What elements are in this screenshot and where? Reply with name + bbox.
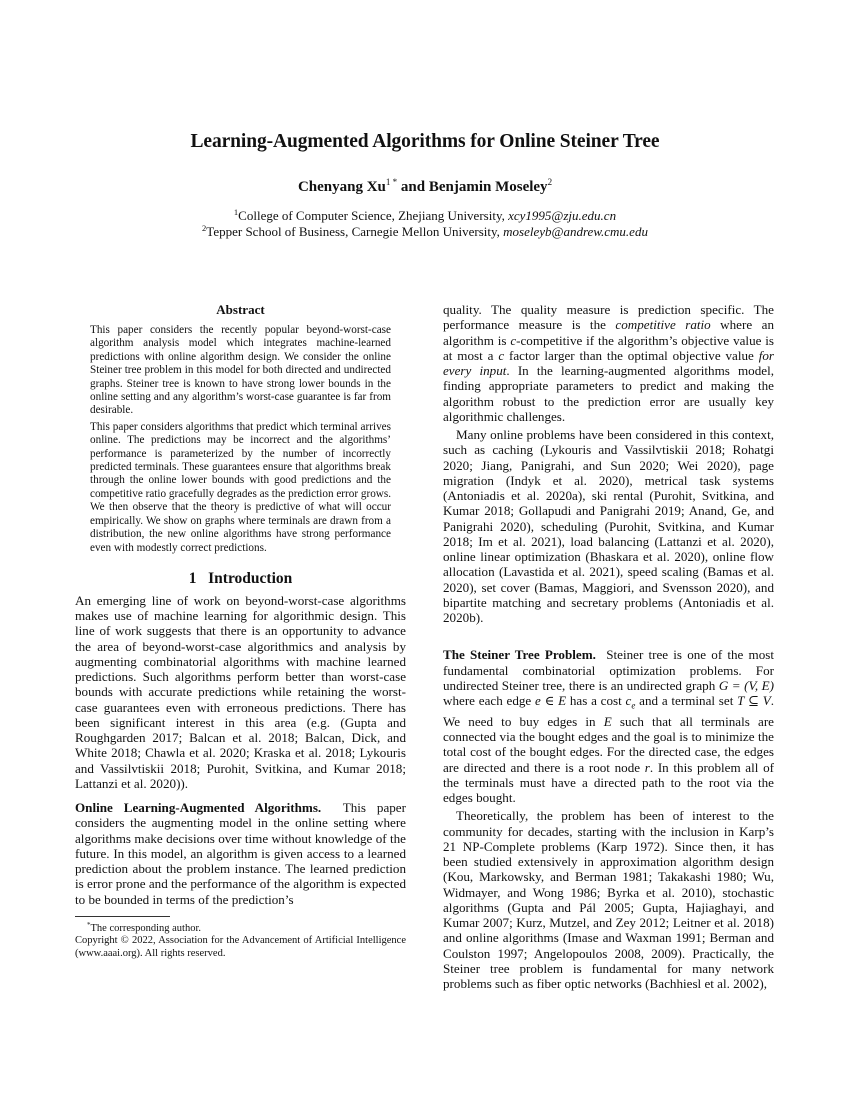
math: G = (V, E)	[718, 677, 774, 693]
affiliation: $^2$Tepper School of Business, Carnegie Mellon University, moseleyb@andrew.cmu.edu	[202, 223, 648, 239]
right-column	[443, 302, 778, 992]
paragraph: The Steiner Tree Problem. Steiner tree is one of the most fundamental combinatorial optimization problems. For undirected Steiner tree, there is an undirected graph G = (V, E) where each edge e ∈ E has a cost $c_e$ and a terminal set T ⊆ V. We need to buy edges in E such that all terminals are connected via the bought edges and the goal is to minimize the total cost of the bought edges. For the directed case, the edges are directed and there is a root node r. In this problem all of the terminals must have a directed path to the root via the edges bought.	[443, 647, 778, 806]
left-column	[75, 302, 410, 960]
paragraph: quality. The quality measure is prediction specific. The performance measure is the competitive ratio where an algorithm is c-competitive if the algorithm’s objective value is at most a c factor larger than the optimal objective value for every input. In the learning-augmented algorithms model, finding appropriate parameters to predict and making the algorithm robust to the prediction error are usually key algorithmic challenges.	[443, 302, 774, 424]
author-affil-mark: 2	[547, 177, 553, 187]
section-heading: 1 Introduction	[188, 569, 293, 587]
math: T ⊆ V	[737, 693, 771, 708]
footnotes	[75, 919, 406, 960]
author-name: and Benjamin Moseley	[400, 179, 548, 195]
abstract-paragraph: This paper considers algorithms that predict which terminal arrives online. The predictions may be incorrect and the algorithms’ performance is parameterized by the number of incorrectly predicted terminals. These guarantees ensure that algorithms break through the online lower bounds with good predictions and the competitive ratio gracefully degrades as the prediction error grows. We then observe that the theory is predictive of what will occur empirically. We show on graphs where terminals are drawn from a distribution, the new online algorithms have strong performance even with modestly correct predictions.	[90, 420, 392, 554]
runin-heading: Online Learning-Augmented Algorithms.	[75, 800, 322, 816]
email: moseleyb@andrew.cmu.edu	[503, 224, 648, 239]
paragraph: An emerging line of work on beyond-worst-case algorithms makes use of machine learning for algorithmic design. This line of work suggests that there is an opportunity to advance the area of beyond-worst-case algorithmics and analysis by augmenting combinatorial algorithms with machine learned predictions. Such algorithms perform better than worst-case bounds with accurate predictions while retaining the worst-case guarantees even with erroneous predictions. There has been significant interest in this area (e.g. (Gupta and Roughgarden 2017; Balcan et al. 2018; Balcan, Dick, and White 2018; Chawla et al. 2020; Kraska et al. 2018; Lykouris and Vassilvtiskii 2018; Purohit, Svitkina, and Kumar 2018; Lattanzi et al. 2020)).	[75, 592, 406, 791]
paragraph: Many online problems have been considered in this context, such as caching (Lykouris and Vassilvtiskii 2018; Rohatgi 2020; Jiang, Panigrahi, and Sun 2020; Wei 2020), page migration (Indyk et al. 2020), metrical task systems (Antoniadis et al. 2020a), ski rental (Purohit, Svitkina, and Kumar 2018; Gollapudi and Panigrahi 2019; Anand, Ge, and Panigrahi 2020), scheduling (Purohit, Svitkina, and Kumar 2018; Im et al. 2021), load balancing (Lattanzi et al. 2020), online linear optimization (Bhaskara et al. 2020), online flow allocation (Lavastida et al. 2021), speed scaling (Bamas et al. 2020), set cover (Bamas, Maggiori, and Svensson 2020), and bipartite matching and secretary problems (Antoniadis et al. 2020b).	[443, 427, 774, 625]
copyright-notice: Copyright © 2022, Association for the Advancement of Artificial Intelligence (www.aaai.org). All rights reserved.	[75, 935, 406, 959]
email: xcy1995@zju.edu.cn	[508, 208, 617, 223]
author-line	[0, 177, 850, 196]
paragraph: Theoretically, the problem has been of interest to the community for decades, starting with the inclusion in Karp’s 21 NP-Complete problems (Karp 1972). Since then, it has been studied extensively in approximation algorithm design (Kou, Markowsky, and Berman 1981; Takakashi 1980; Wu, Widmayer, and Wong 1986; Byrka et al. 2010), stochastic algorithms (Gupta and Pál 2005; Gupta, Hajiaghayi, and Kumar 2007; Kurz, Mutzel, and Zey 2012; Leitner et al. 2018) and online algorithms (Imase and Waxman 1991; Berman and Coulston 1997; Angelopoulos 2008, 2009). Practically, the Steiner tree problem is fundamental for many network problems such as fiber optic networks (Bachhiesl et al. 2002),	[443, 808, 774, 992]
paragraph: Online Learning-Augmented Algorithms. This paper considers the augmenting model in the online setting where algorithms make decisions over time without knowledge of the future. In this model, an algorithm is given access to a learned prediction about the problem instance. The learned prediction is error prone and the performance of the algorithm is expected to be bounded in terms of the prediction’s	[75, 800, 410, 907]
abstract-heading: Abstract	[216, 302, 265, 317]
math: r	[644, 759, 650, 775]
math: c	[625, 693, 632, 708]
introduction-body	[75, 592, 410, 907]
footnote-rule	[75, 916, 170, 917]
runin-heading: The Steiner Tree Problem.	[443, 647, 596, 663]
affiliation: $^1$College of Computer Science, Zhejiang University, xcy1995@zju.edu.cn	[233, 207, 617, 223]
abstract	[90, 324, 391, 555]
author-affil-mark: 1 *	[385, 177, 398, 187]
math: e ∈ E	[535, 693, 567, 708]
paper-title: Learning-Augmented Algorithms for Online Steiner Tree	[190, 131, 660, 152]
footnote: *The corresponding author.	[87, 920, 202, 934]
abstract-paragraph: This paper considers the recently popular beyond-worst-case algorithm analysis model which integrates machine-learned predictions with online algorithm design. We consider the online Steiner tree problem in this model for both directed and undirected graphs. Steiner tree is known to have strong lower bounds in the online setting and any algorithm’s worst-case guarantee is far from desirable.	[90, 324, 391, 417]
author-name: Chenyang Xu	[297, 179, 386, 195]
math: E	[603, 713, 612, 729]
